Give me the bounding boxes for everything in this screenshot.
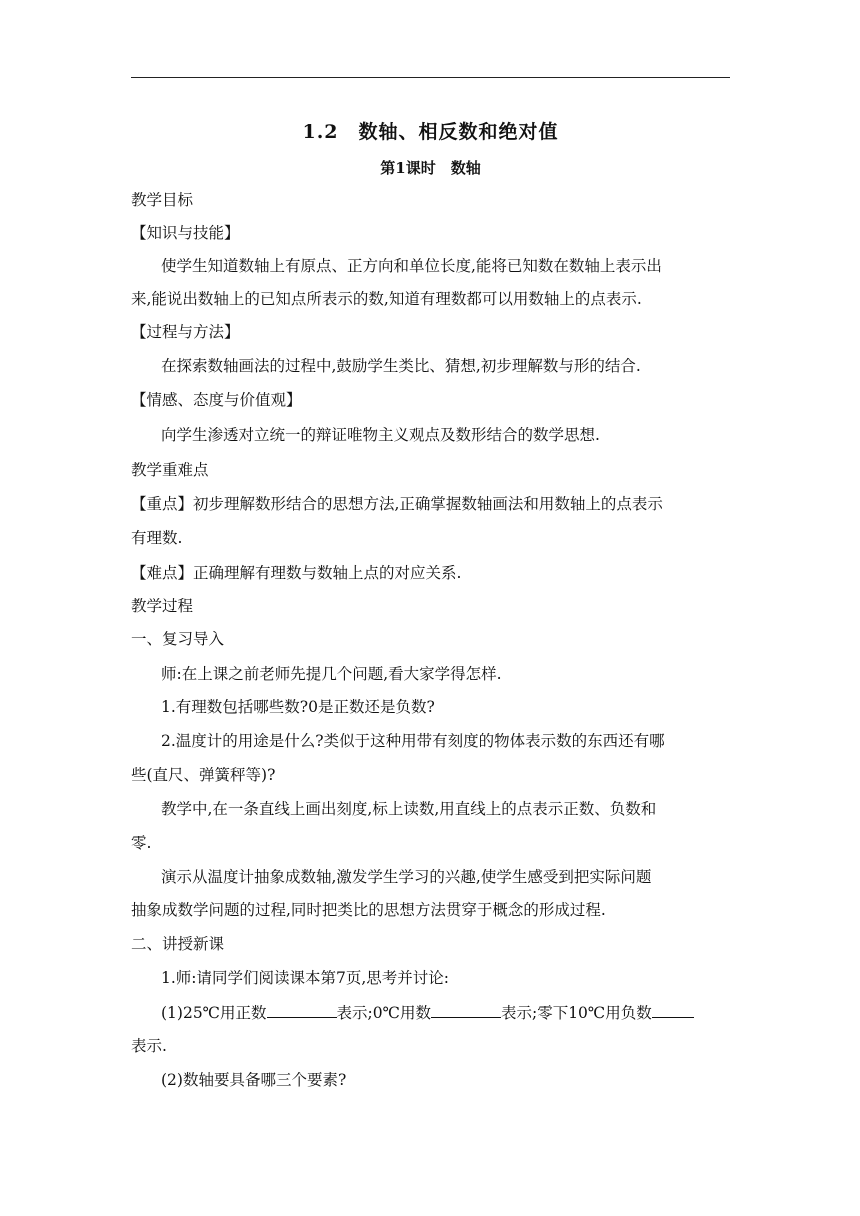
paragraph-line: 些(直尺、弹簧秤等)? [131, 766, 276, 784]
fill-text-1: (1)25℃用正数 [161, 1004, 267, 1022]
section-heading-process: 教学过程 [131, 597, 194, 615]
answer-blank-2 [431, 1002, 501, 1018]
subsection-heading-review: 一、复习导入 [131, 630, 225, 648]
fill-text-3: 表示;零下10℃用负数 [500, 1004, 652, 1022]
subsection-heading-new-lesson: 二、讲授新课 [131, 935, 225, 953]
paragraph-line: 向学生渗透对立统一的辩证唯物主义观点及数形结合的数学思想. [161, 426, 600, 444]
question-line: (2)数轴要具备哪三个要素? [161, 1071, 347, 1089]
lesson-subtitle: 第1课时 数轴 [380, 159, 481, 177]
paragraph-line: 来,能说出数轴上的已知点所表示的数,知道有理数都可以用数轴上的点表示. [131, 290, 642, 308]
paragraph-line: 零. [131, 834, 152, 852]
header-rule [131, 77, 730, 78]
question-line: 1.有理数包括哪些数?0是正数还是负数? [161, 698, 435, 716]
lesson-title: 1.2 数轴、相反数和绝对值 [302, 121, 559, 143]
paragraph-line: 在探索数轴画法的过程中,鼓励学生类比、猜想,初步理解数与形的结合. [161, 357, 641, 375]
answer-blank-1 [267, 1002, 337, 1018]
paragraph-line: 演示从温度计抽象成数轴,激发学生学习的兴趣,使学生感受到把实际问题 [161, 868, 652, 886]
section-heading-objectives: 教学目标 [131, 191, 194, 209]
paragraph-line: 表示. [131, 1037, 167, 1055]
section-heading-key-points: 教学重难点 [131, 461, 209, 479]
fill-in-blank-line [161, 1002, 730, 1023]
answer-blank-3 [652, 1002, 694, 1018]
paragraph-line: 【重点】初步理解数形结合的思想方法,正确掌握数轴画法和用数轴上的点表示 [131, 495, 663, 513]
question-line: 2.温度计的用途是什么?类似于这种用带有刻度的物体表示数的东西还有哪 [161, 732, 665, 750]
subheading-process-method: 【过程与方法】 [131, 323, 240, 341]
paragraph-line: 有理数. [131, 529, 183, 547]
paragraph-line: 使学生知道数轴上有原点、正方向和单位长度,能将已知数在数轴上表示出 [161, 257, 662, 275]
paragraph-line: 师:在上课之前老师先提几个问题,看大家学得怎样. [161, 665, 502, 683]
paragraph-line: 【难点】正确理解有理数与数轴上点的对应关系. [131, 564, 462, 582]
paragraph-line: 教学中,在一条直线上画出刻度,标上读数,用直线上的点表示正数、负数和 [161, 800, 657, 818]
fill-text-2: 表示;0℃用数 [336, 1004, 431, 1022]
paragraph-line: 抽象成数学问题的过程,同时把类比的思想方法贯穿于概念的形成过程. [131, 901, 606, 919]
paragraph-line: 1.师:请同学们阅读课本第7页,思考并讨论: [161, 969, 450, 987]
subheading-knowledge-skills: 【知识与技能】 [131, 224, 240, 242]
subheading-emotion-values: 【情感、态度与价值观】 [131, 391, 302, 409]
